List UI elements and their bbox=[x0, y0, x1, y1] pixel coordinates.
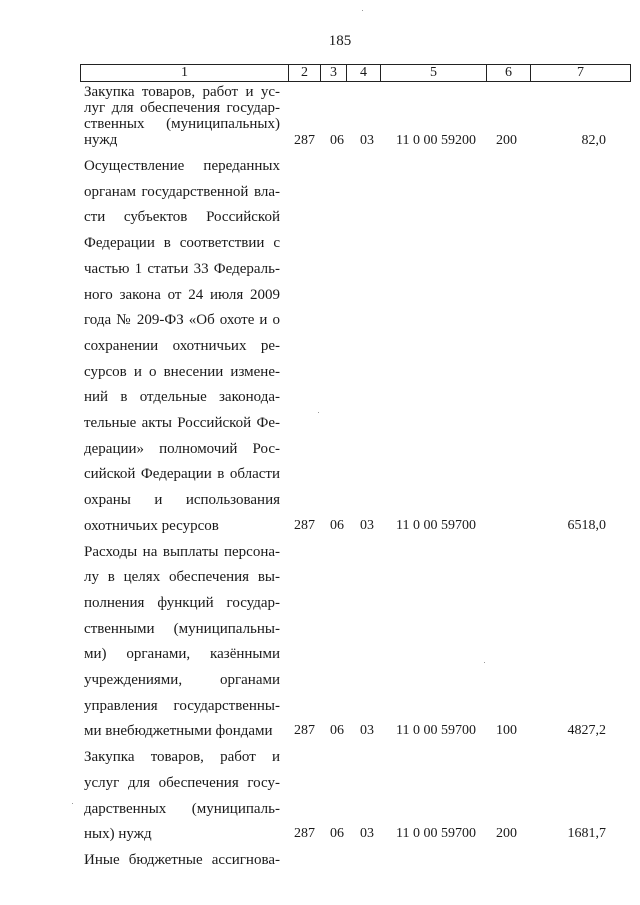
value-col-7: 1681,7 bbox=[567, 825, 606, 841]
description-line: услуг для обеспечения госу- bbox=[84, 774, 280, 791]
value-col-3: 06 bbox=[330, 723, 344, 739]
value-col-2: 287 bbox=[294, 825, 315, 841]
description-line: ний в отдельные законода- bbox=[84, 389, 280, 406]
value-col-5: 11 0 00 59700 bbox=[396, 517, 476, 533]
scan-speck bbox=[72, 803, 73, 804]
scan-speck bbox=[318, 412, 319, 413]
description-line: ственными (муниципальны- bbox=[84, 620, 280, 637]
description-line: нужд bbox=[84, 132, 118, 148]
table-row bbox=[0, 745, 640, 848]
description-line: частью 1 статьи 33 Федераль- bbox=[84, 260, 280, 277]
value-col-5: 11 0 00 59200 bbox=[396, 133, 476, 148]
description-line: Закупка товаров, работ и bbox=[84, 749, 280, 766]
description-line: тельные акты Российской Фе- bbox=[84, 415, 280, 432]
description-line: сийской Федерации в области bbox=[84, 466, 280, 483]
value-col-3: 06 bbox=[330, 825, 344, 841]
header-col-5: 5 bbox=[380, 65, 486, 81]
description-line: сурсов и о внесении измене- bbox=[84, 363, 280, 380]
description-line: Расходы на выплаты персона- bbox=[84, 543, 280, 560]
row-values bbox=[0, 133, 640, 151]
description-line: полнения функций государ- bbox=[84, 594, 280, 611]
description-line: Закупка товаров, работ и ус- bbox=[84, 84, 280, 100]
value-col-4: 03 bbox=[360, 517, 374, 533]
row-values bbox=[0, 826, 640, 844]
value-col-5: 11 0 00 59700 bbox=[396, 723, 476, 739]
table-row bbox=[0, 540, 640, 746]
value-col-7: 4827,2 bbox=[567, 723, 606, 739]
header-col-1: 1 bbox=[181, 65, 188, 80]
table-row bbox=[0, 84, 640, 148]
value-col-4: 03 bbox=[360, 825, 374, 841]
description-line: органам государственной вла- bbox=[84, 183, 280, 200]
value-col-6: 100 bbox=[496, 723, 517, 739]
description-line: ственных (муниципальных) bbox=[84, 116, 280, 132]
header-col-7: 7 bbox=[530, 65, 630, 81]
description-line: управления государственны- bbox=[84, 697, 280, 714]
description-line: сохранении охотничьих ре- bbox=[84, 337, 280, 354]
header-col-3: 3 bbox=[320, 65, 346, 81]
page-number: 185 bbox=[328, 33, 352, 49]
description-line: дарственных (муниципаль- bbox=[84, 800, 280, 817]
description-line: ми) органами, казёнными bbox=[84, 646, 280, 663]
description-line: дерации» полномочий Рос- bbox=[84, 440, 280, 457]
description-line: луг для обеспечения государ- bbox=[84, 100, 280, 116]
scan-speck bbox=[484, 662, 485, 663]
value-col-3: 06 bbox=[330, 517, 344, 533]
value-col-5: 11 0 00 59700 bbox=[396, 825, 476, 841]
description-line: лу в целях обеспечения вы- bbox=[84, 569, 280, 586]
row-description bbox=[84, 154, 280, 540]
value-col-6: 200 bbox=[496, 825, 517, 841]
table-body bbox=[0, 84, 640, 874]
table-header bbox=[80, 64, 631, 82]
description-line: года № 209-ФЗ «Об охоте и о bbox=[84, 312, 280, 329]
scan-speck bbox=[362, 10, 363, 11]
value-col-2: 287 bbox=[294, 133, 315, 148]
description-line: ми внебюджетными фондами bbox=[84, 723, 273, 740]
value-col-2: 287 bbox=[294, 517, 315, 533]
row-description bbox=[84, 540, 280, 746]
description-line: Осуществление переданных bbox=[84, 158, 280, 174]
description-line: охраны и использования bbox=[84, 492, 280, 509]
row-values bbox=[0, 518, 640, 536]
header-col-6: 6 bbox=[486, 65, 530, 81]
header-col-2: 2 bbox=[288, 65, 320, 81]
value-col-3: 06 bbox=[330, 133, 344, 148]
value-col-4: 03 bbox=[360, 723, 374, 739]
value-col-7: 6518,0 bbox=[567, 517, 606, 533]
description-line: ного закона от 24 июля 2009 bbox=[84, 286, 280, 303]
description-line: Иные бюджетные ассигнова- bbox=[84, 851, 280, 868]
header-col-4: 4 bbox=[346, 65, 380, 81]
description-line: ных) нужд bbox=[84, 826, 152, 843]
value-col-2: 287 bbox=[294, 723, 315, 739]
description-line: сти субъектов Российской bbox=[84, 209, 280, 226]
value-col-4: 03 bbox=[360, 133, 374, 148]
description-line: учреждениями, органами bbox=[84, 672, 280, 689]
row-description bbox=[84, 848, 280, 874]
description-line: охотничьих ресурсов bbox=[84, 517, 219, 534]
row-values bbox=[0, 723, 640, 741]
table-row bbox=[0, 154, 640, 540]
value-col-7: 82,0 bbox=[581, 133, 606, 148]
value-col-6: 200 bbox=[496, 133, 517, 148]
table-row bbox=[0, 848, 640, 874]
description-line: Федерации в соответствии с bbox=[84, 235, 280, 252]
